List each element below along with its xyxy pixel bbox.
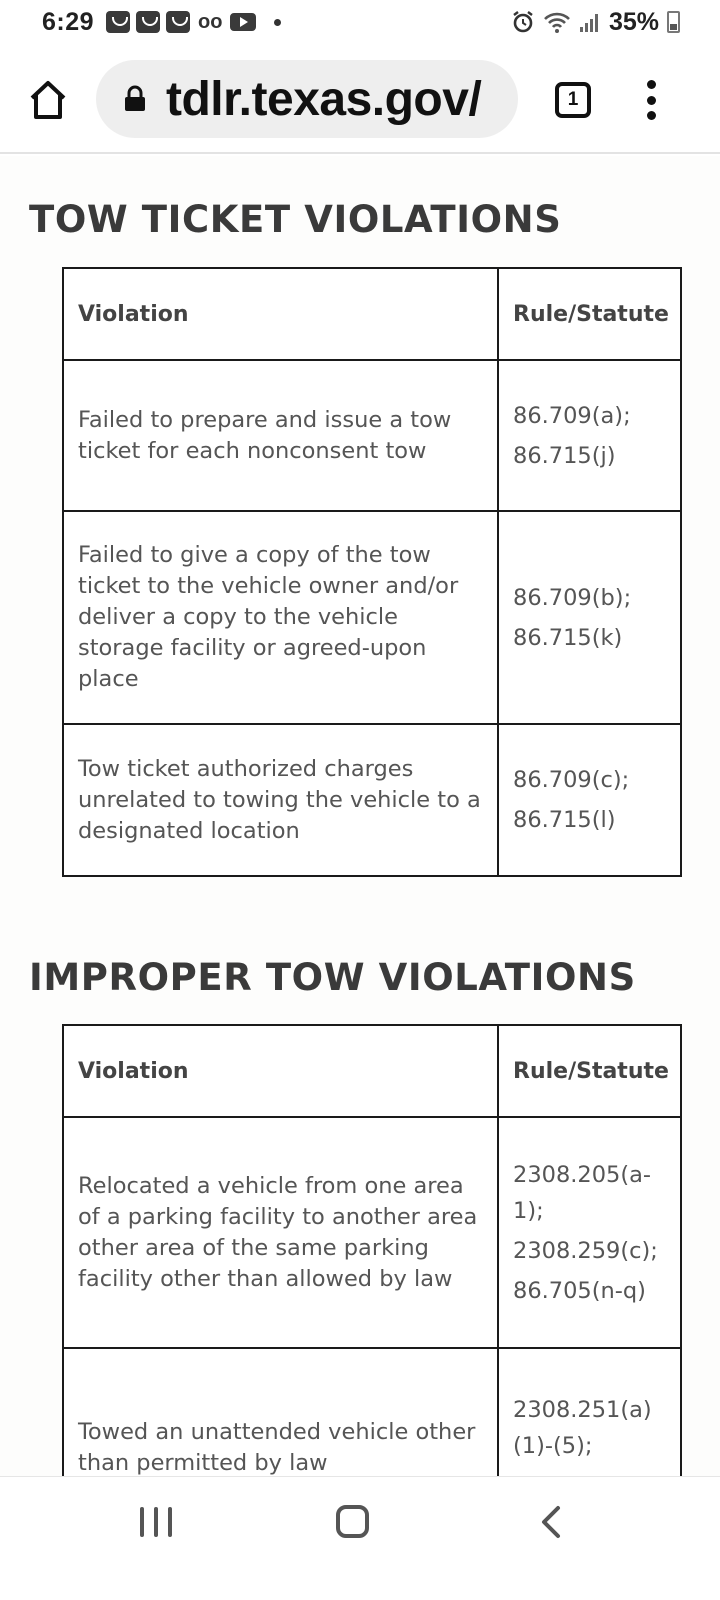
- notification-icon: [136, 11, 160, 33]
- battery-percent: 35%: [608, 7, 659, 36]
- battery-icon: [667, 11, 680, 33]
- table-header-row: [63, 1025, 681, 1117]
- navigation-bar: [0, 1476, 720, 1600]
- column-header-rule: Rule/Statute: [498, 1025, 681, 1117]
- rule-cell: [498, 511, 681, 724]
- violation-cell: Relocated a vehicle from one area of a parking facility to another area other area of the same parking facility other than allowed by law: [63, 1117, 498, 1348]
- section-title-tow-ticket: TOW TICKET VIOLATIONS: [29, 198, 562, 241]
- tab-switcher-button[interactable]: [555, 82, 591, 118]
- back-icon[interactable]: [538, 1505, 568, 1539]
- nav-home-icon[interactable]: [336, 1505, 369, 1538]
- table-row: [63, 511, 681, 724]
- rule-link[interactable]: 86.709(a);: [513, 402, 631, 429]
- violation-cell: Failed to give a copy of the tow ticket to the vehicle owner and/or deliver a copy to the vehicle storage facility or agreed-upon place: [63, 511, 498, 724]
- column-header-violation: Violation: [63, 268, 498, 360]
- notification-icon: [106, 11, 130, 33]
- rule-link[interactable]: 86.715(l): [513, 807, 616, 833]
- rule-link[interactable]: 86.705(n-q): [513, 1277, 646, 1304]
- home-icon[interactable]: [28, 78, 68, 122]
- menu-dot: [647, 80, 656, 89]
- violation-cell: Tow ticket authorized charges unrelated to towing the vehicle to a designated location: [63, 724, 498, 876]
- rule-link[interactable]: 2308.205(a-1);: [513, 1161, 652, 1224]
- rule-link[interactable]: 86.715(j): [513, 442, 616, 469]
- rule-link[interactable]: 2308.251(a)(1)-(5);: [513, 1397, 652, 1459]
- violation-cell: Towed an unattended vehicle other than permitted by law: [63, 1348, 498, 1548]
- rule-cell: [498, 1117, 681, 1348]
- address-bar[interactable]: [96, 60, 518, 138]
- status-time: 6:29: [42, 7, 95, 36]
- table-row: [63, 724, 681, 876]
- tab-count: 1: [567, 89, 579, 110]
- status-bar: [0, 0, 720, 44]
- wifi-icon: [543, 10, 571, 34]
- lock-icon[interactable]: [124, 86, 146, 112]
- recents-bar: [140, 1507, 144, 1537]
- section-title-improper-tow: IMPROPER TOW VIOLATIONS: [29, 956, 636, 999]
- recents-icon[interactable]: [140, 1507, 172, 1537]
- alarm-icon: [511, 10, 535, 34]
- notification-icon: [166, 11, 190, 33]
- column-header-rule: Rule/Statute: [498, 268, 681, 360]
- overflow-menu-icon[interactable]: [642, 80, 660, 120]
- menu-dot: [647, 96, 656, 105]
- improper-tow-violations-table: [62, 1024, 682, 1549]
- tow-ticket-violations-table: [62, 267, 682, 877]
- column-header-violation: Violation: [63, 1025, 498, 1117]
- rule-cell: [498, 360, 681, 511]
- status-right-group: [511, 8, 680, 37]
- voicemail-icon: oo: [198, 10, 223, 33]
- signal-icon: [579, 10, 601, 34]
- browser-toolbar: [0, 50, 720, 154]
- menu-dot: [647, 111, 656, 120]
- more-notifications-icon: [274, 19, 281, 26]
- rule-link[interactable]: 2308.259(c);: [513, 1237, 658, 1264]
- table-row: [63, 1117, 681, 1348]
- page-content[interactable]: [0, 156, 720, 1476]
- rule-cell: [498, 724, 681, 876]
- rule-link[interactable]: 86.709(c);: [513, 767, 630, 793]
- rule-link[interactable]: 86.715(k): [513, 624, 623, 651]
- table-row: [63, 360, 681, 511]
- url-text[interactable]: tdlr.texas.gov/: [166, 72, 482, 126]
- recents-bar: [154, 1507, 158, 1537]
- violation-cell: Failed to prepare and issue a tow ticket for each nonconsent tow: [63, 360, 498, 511]
- rule-link[interactable]: 86.709(b);: [513, 584, 632, 611]
- youtube-icon: [230, 13, 256, 31]
- table-header-row: [63, 268, 681, 360]
- recents-bar: [168, 1507, 172, 1537]
